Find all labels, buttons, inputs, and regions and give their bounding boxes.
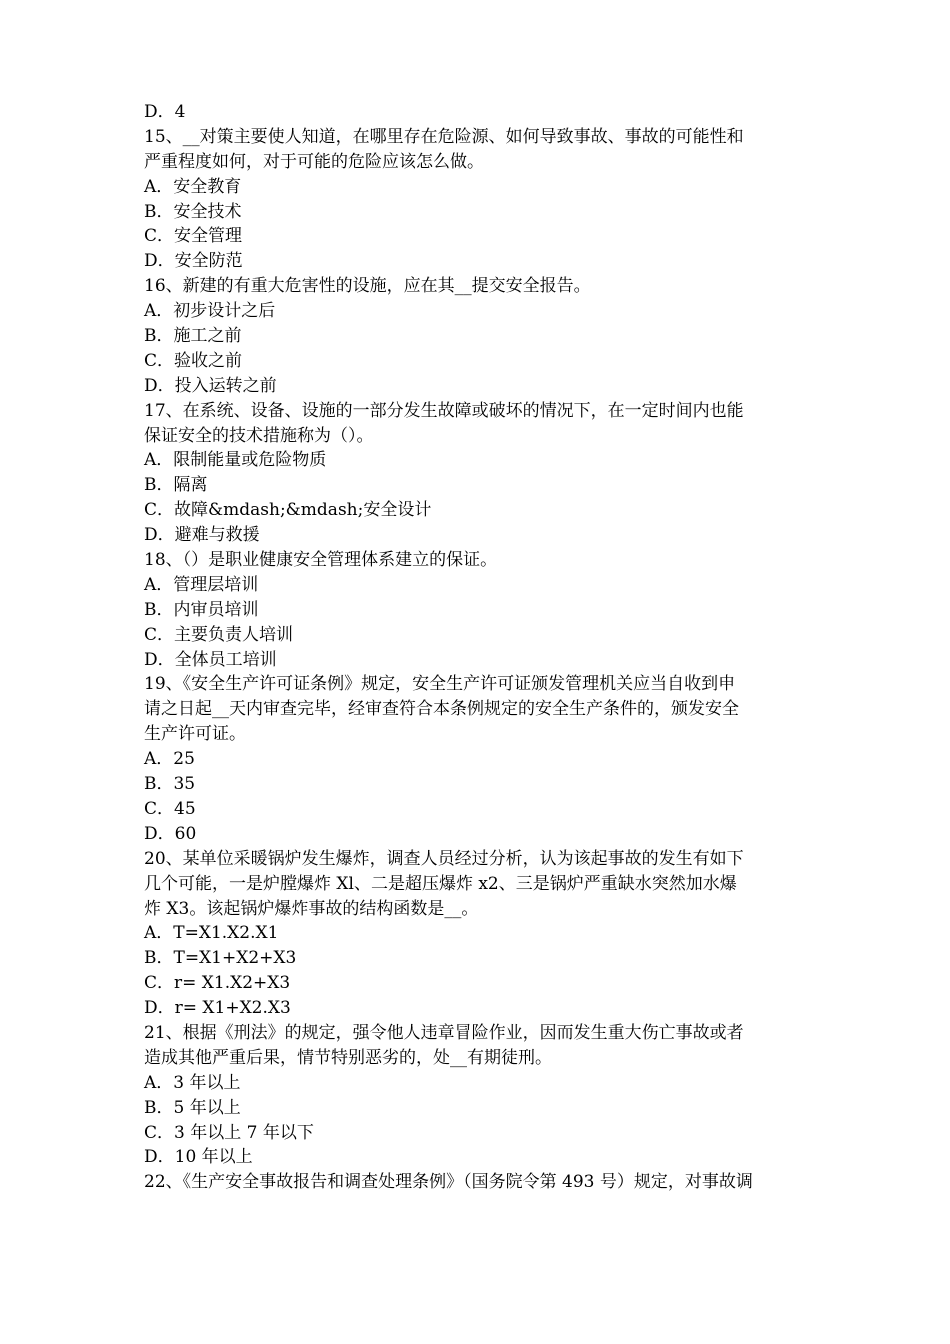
question-16-line-1: 16、新建的有重大危害性的设施，应在其__提交安全报告。 <box>144 276 591 297</box>
option-line: D．避难与救援 <box>144 525 260 546</box>
option-line: C．故障&mdash;&mdash;安全设计 <box>144 500 432 521</box>
question-17-line-1: 17、在系统、设备、设施的一部分发生故障或破坏的情况下，在一定时间内也能 <box>144 400 744 421</box>
option-line: A．管理层培训 <box>144 574 259 595</box>
option-line: A．T=X1.X2.X1 <box>144 923 279 944</box>
question-17-line-2: 保证安全的技术措施称为（）。 <box>144 425 374 446</box>
option-line: D．r= X1+X2.X3 <box>144 998 291 1019</box>
question-19-line-1: 19、《安全生产许可证条例》规定，安全生产许可证颁发管理机关应当自收到申 <box>144 674 736 695</box>
question-15-line-1: 15、__对策主要使人知道，在哪里存在危险源、如何导致事故、事故的可能性和 <box>144 126 744 147</box>
option-line: D．10 年以上 <box>144 1147 253 1168</box>
option-line: C．验收之前 <box>144 350 243 371</box>
option-line: A．安全教育 <box>144 176 242 197</box>
option-line: B．隔离 <box>144 475 208 496</box>
question-21-line-1: 21、根据《刑法》的规定，强令他人违章冒险作业，因而发生重大伤亡事故或者 <box>144 1022 744 1043</box>
question-20-line-3: 炸 X3。该起锅炉爆炸事故的结构函数是__。 <box>144 898 479 919</box>
option-line: C．45 <box>144 798 196 819</box>
option-line: B．T=X1+X2+X3 <box>144 948 297 969</box>
question-19-line-3: 生产许可证。 <box>144 724 246 745</box>
option-line: C．3 年以上 7 年以下 <box>144 1122 314 1143</box>
option-line: A．限制能量或危险物质 <box>144 450 327 471</box>
option-line: D．安全防范 <box>144 251 243 272</box>
option-line: D．投入运转之前 <box>144 375 277 396</box>
option-line: C．r= X1.X2+X3 <box>144 973 291 994</box>
question-15-line-2: 严重程度如何，对于可能的危险应该怎么做。 <box>144 151 484 172</box>
text-line: D．4 <box>144 102 186 122</box>
question-22-line-1: 22、《生产安全事故报告和调查处理条例》（国务院令第 493 号）规定，对事故调 <box>144 1172 753 1193</box>
question-20-line-1: 20、某单位采暖锅炉发生爆炸，调查人员经过分析，认为该起事故的发生有如下 <box>144 848 744 869</box>
option-line: C．安全管理 <box>144 226 243 247</box>
option-line: D．全体员工培训 <box>144 649 277 670</box>
option-line: C．主要负责人培训 <box>144 624 294 645</box>
option-line: D．60 <box>144 823 197 844</box>
document-page <box>144 100 816 1195</box>
question-19-line-2: 请之日起__天内审查完毕，经审查符合本条例规定的安全生产条件的，颁发安全 <box>144 699 739 720</box>
option-line: B．内审员培训 <box>144 599 259 620</box>
option-line: B．5 年以上 <box>144 1097 241 1118</box>
question-21-line-2: 造成其他严重后果，情节特别恶劣的，处__有期徒刑。 <box>144 1047 552 1068</box>
option-line: B．安全技术 <box>144 201 242 222</box>
question-18-line-1: 18、（）是职业健康安全管理体系建立的保证。 <box>144 550 498 571</box>
option-line: A．25 <box>144 749 195 770</box>
question-20-line-2: 几个可能，一是炉膛爆炸 Xl、二是超压爆炸 x2、三是锅炉严重缺水突然加水爆 <box>144 873 737 894</box>
option-line: A．初步设计之后 <box>144 301 276 322</box>
option-line: B．施工之前 <box>144 326 242 347</box>
option-line: A．3 年以上 <box>144 1072 241 1093</box>
option-line: B．35 <box>144 774 196 795</box>
